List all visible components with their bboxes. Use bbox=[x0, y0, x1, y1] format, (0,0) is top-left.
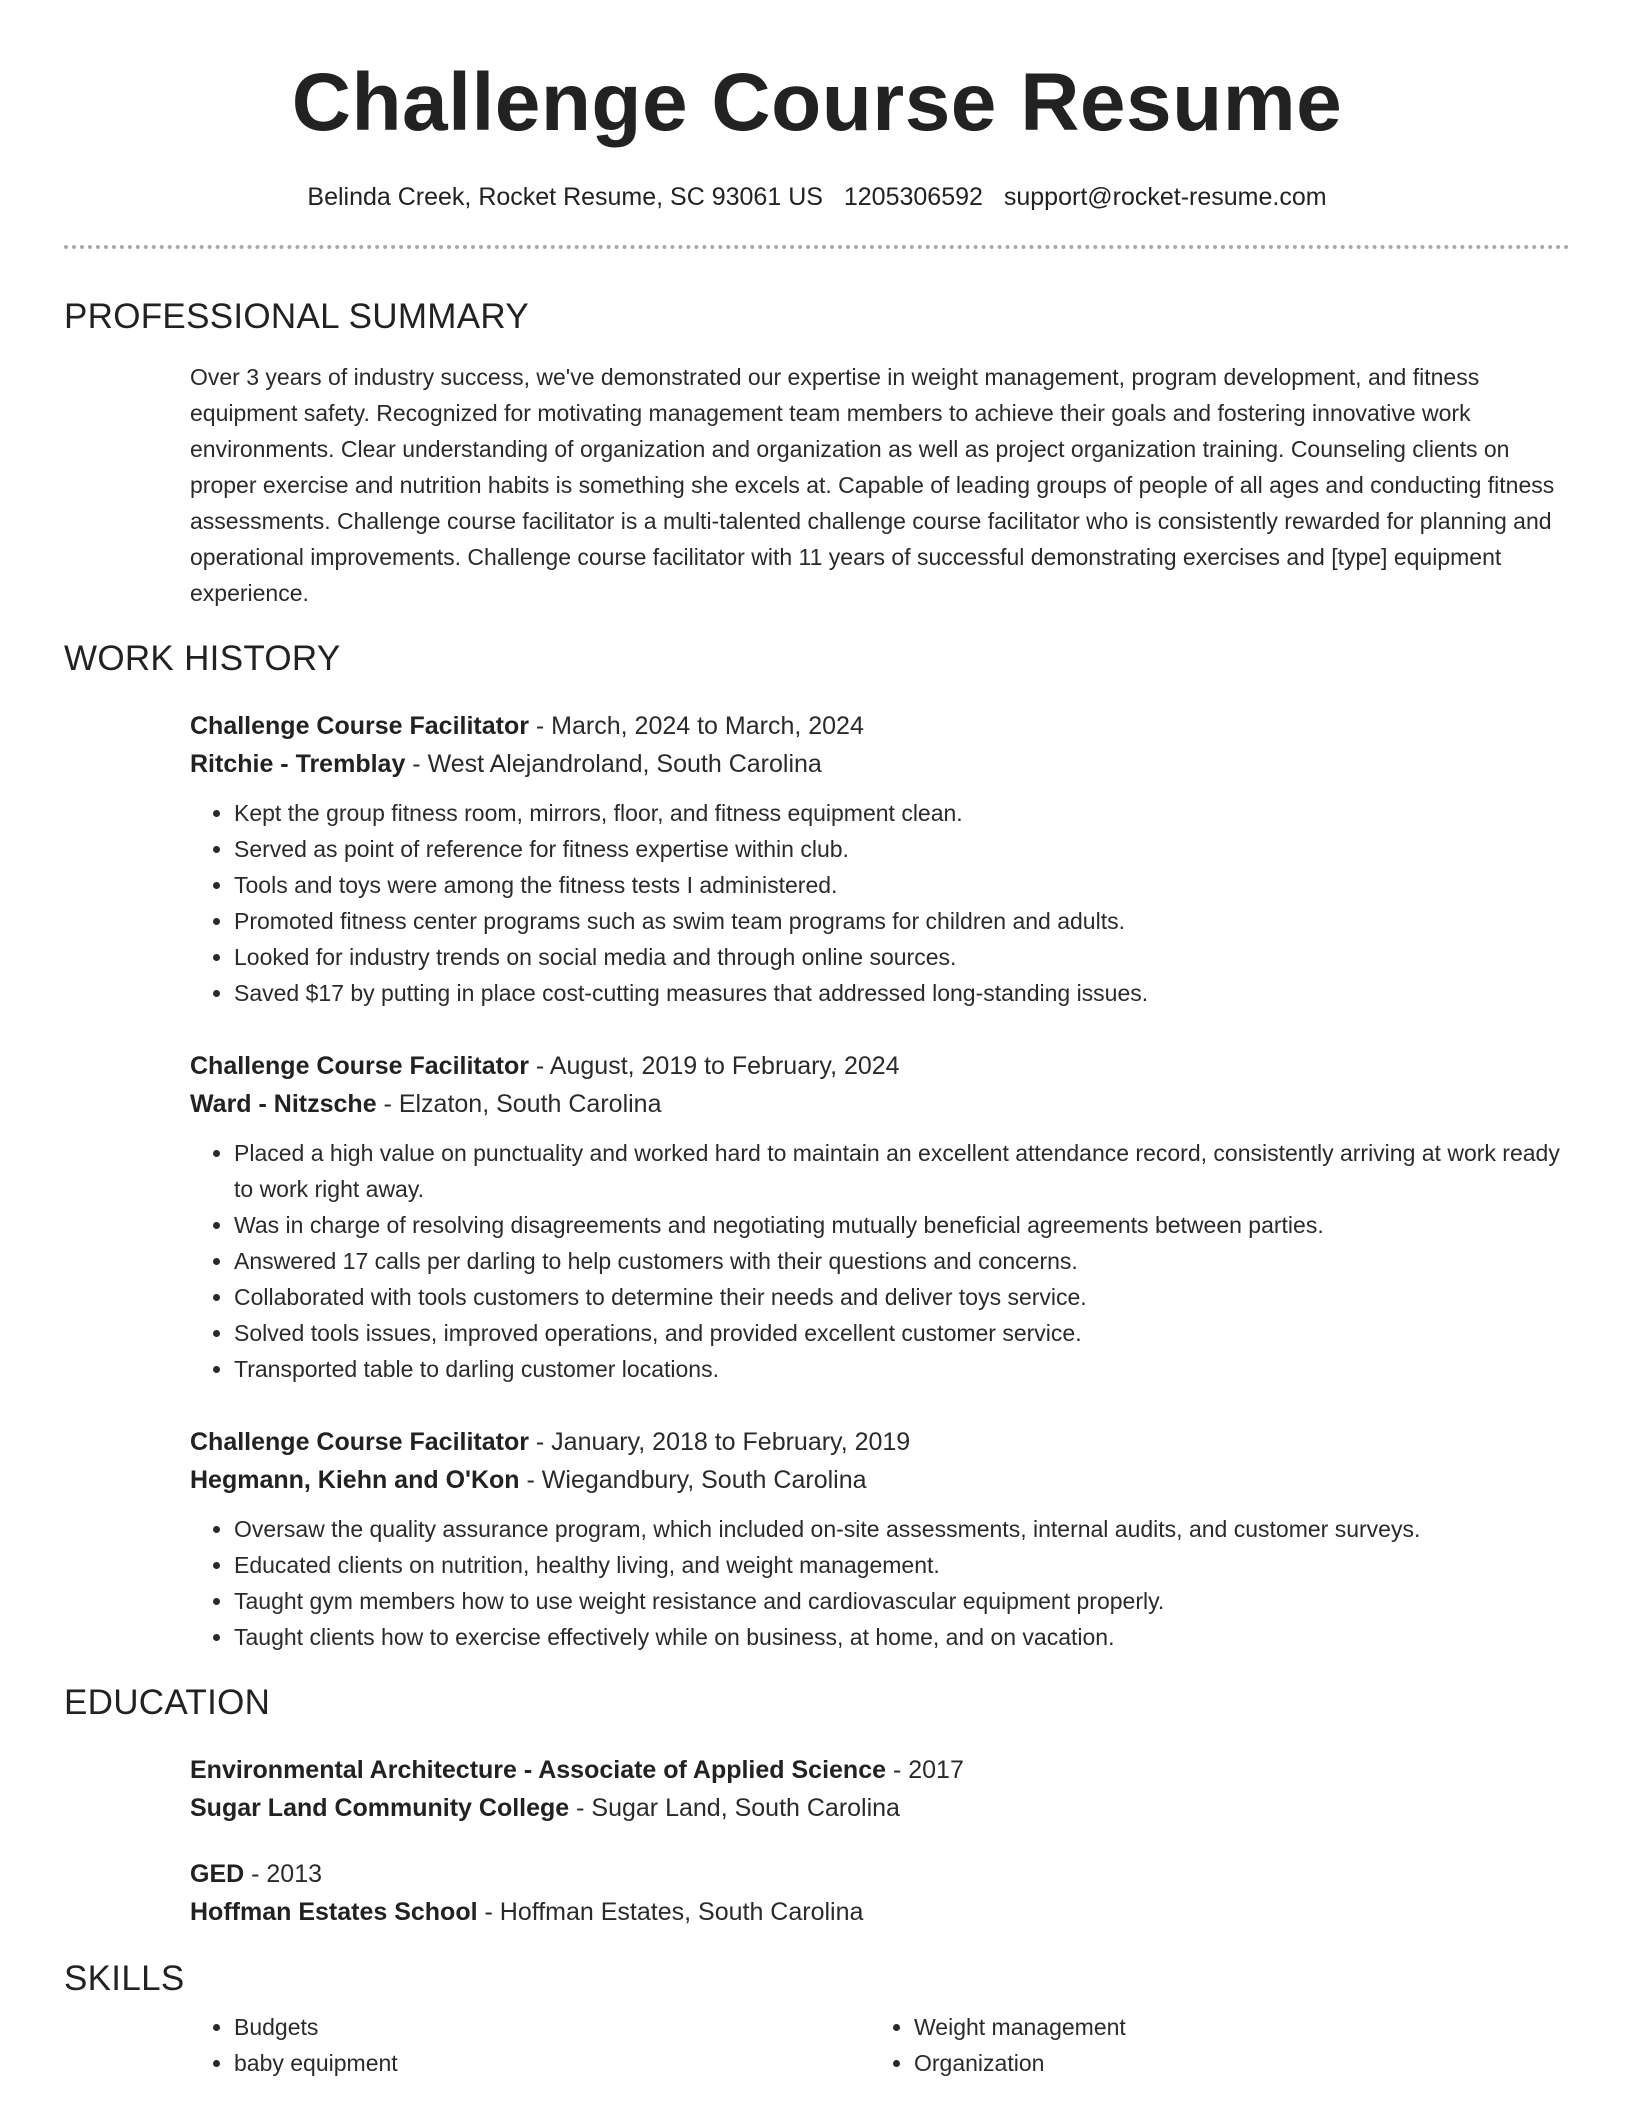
education-entry bbox=[190, 1751, 1570, 1827]
job-dates: - January, 2018 to February, 2019 bbox=[528, 1428, 911, 1456]
job-dates: - March, 2024 to March, 2024 bbox=[528, 712, 864, 740]
job-title-line bbox=[190, 1423, 1570, 1461]
education-location: - Hoffman Estates, South Carolina bbox=[477, 1898, 864, 1926]
job-company: Ward - Nitzsche bbox=[190, 1090, 377, 1118]
job-bullet: • Saved $17 by putting in place cost-cutting measures that addressed long-standing issues. bbox=[234, 975, 1570, 1011]
education-degree: Environmental Architecture - Associate of Applied Science bbox=[190, 1756, 887, 1784]
job-bullet: • Taught clients how to exercise effectively while on business, at home, and on vacation. bbox=[234, 1619, 1570, 1655]
job-bullet: • Collaborated with tools customers to determine their needs and deliver toys service. bbox=[234, 1279, 1570, 1315]
education-location: - Sugar Land, South Carolina bbox=[569, 1794, 900, 1822]
education-school: Sugar Land Community College bbox=[190, 1794, 570, 1822]
header-divider bbox=[64, 245, 1570, 249]
job-bullet: • Taught gym members how to use weight resistance and cardiovascular equipment properly. bbox=[234, 1583, 1570, 1619]
summary-heading: PROFESSIONAL SUMMARY bbox=[64, 297, 529, 336]
job-bullet: • Transported table to darling customer locations. bbox=[234, 1351, 1570, 1387]
job-entry bbox=[190, 707, 1570, 1011]
skill-item: • baby equipment bbox=[234, 2045, 870, 2081]
education-school: Hoffman Estates School bbox=[190, 1898, 478, 1926]
education-degree: GED bbox=[190, 1860, 245, 1888]
job-location: - Wiegandbury, South Carolina bbox=[519, 1466, 867, 1494]
job-bullet: • Tools and toys were among the fitness tests I administered. bbox=[234, 867, 1570, 903]
contact-address: Belinda Creek, Rocket Resume, SC 93061 US bbox=[307, 183, 823, 211]
job-bullets bbox=[190, 1135, 1570, 1387]
job-company-line bbox=[190, 745, 1570, 783]
job-location: - West Alejandroland, South Carolina bbox=[405, 750, 822, 778]
education-heading: EDUCATION bbox=[64, 1683, 271, 1722]
skills-column-right bbox=[870, 2009, 1550, 2081]
job-bullet: • Solved tools issues, improved operations, and provided excellent customer service. bbox=[234, 1315, 1570, 1351]
job-dates: - August, 2019 to February, 2024 bbox=[528, 1052, 900, 1080]
education-degree-line bbox=[190, 1751, 1570, 1789]
job-title-line bbox=[190, 707, 1570, 745]
job-entry bbox=[190, 1047, 1570, 1387]
skills-section bbox=[190, 2009, 1570, 2081]
job-bullet: • Placed a high value on punctuality and worked hard to maintain an excellent attendance record, consistently arriving at work ready to work right away. bbox=[234, 1135, 1570, 1207]
job-bullets bbox=[190, 1511, 1570, 1655]
education-school-line bbox=[190, 1789, 1570, 1827]
job-bullet: • Educated clients on nutrition, healthy living, and weight management. bbox=[234, 1547, 1570, 1583]
skill-item: • Organization bbox=[914, 2045, 1550, 2081]
job-entry bbox=[190, 1423, 1570, 1655]
job-company: Hegmann, Kiehn and O'Kon bbox=[190, 1466, 520, 1494]
job-bullet: • Oversaw the quality assurance program, which included on-site assessments, internal audits, and customer surveys. bbox=[234, 1511, 1570, 1547]
resume-page bbox=[64, 0, 1570, 2081]
job-title-line bbox=[190, 1047, 1570, 1085]
work-history-section bbox=[190, 707, 1570, 1655]
education-year: - 2013 bbox=[244, 1860, 323, 1888]
job-location: - Elzaton, South Carolina bbox=[376, 1090, 662, 1118]
job-bullets bbox=[190, 795, 1570, 1011]
resume-title: Challenge Course Resume bbox=[291, 57, 1343, 148]
job-title: Challenge Course Facilitator bbox=[190, 1052, 529, 1080]
contact-phone: 1205306592 bbox=[843, 183, 983, 211]
job-company: Ritchie - Tremblay bbox=[190, 750, 406, 778]
job-bullet: • Looked for industry trends on social media and through online sources. bbox=[234, 939, 1570, 975]
job-bullet: • Was in charge of resolving disagreements and negotiating mutually beneficial agreements between parties. bbox=[234, 1207, 1570, 1243]
education-year: - 2017 bbox=[886, 1756, 964, 1784]
education-entry bbox=[190, 1855, 1570, 1931]
job-title: Challenge Course Facilitator bbox=[190, 1428, 529, 1456]
skills-column-left bbox=[190, 2009, 870, 2081]
summary-section bbox=[190, 359, 1570, 611]
job-bullet: • Promoted fitness center programs such as swim team programs for children and adults. bbox=[234, 903, 1570, 939]
job-company-line bbox=[190, 1085, 1570, 1123]
skill-item: • Budgets bbox=[234, 2009, 870, 2045]
education-section bbox=[190, 1751, 1570, 1931]
summary-text: Over 3 years of industry success, we've demonstrated our expertise in weight management, program development, and fitness equipment safety. Recognized for motivating management team members to achieve their goals and fostering innovative work environments. Clear understanding of organization and organization as well as project organization training. Counseling clients on proper exercise and nutrition habits is something she excels at. Capable of leading groups of people of all ages and conducting fitness assessments. Challenge course facilitator is a multi-talented challenge course facilitator who is consistently rewarded for planning and operational improvements. Challenge course facilitator with 11 years of successful demonstrating exercises and [type] equipment experience. bbox=[190, 364, 1555, 606]
job-company-line bbox=[190, 1461, 1570, 1499]
skills-heading: SKILLS bbox=[64, 1959, 185, 1998]
skills-grid bbox=[190, 2009, 1570, 2081]
contact-line bbox=[64, 182, 1570, 212]
job-bullet: • Answered 17 calls per darling to help customers with their questions and concerns. bbox=[234, 1243, 1570, 1279]
job-title: Challenge Course Facilitator bbox=[190, 712, 529, 740]
work-history-heading: WORK HISTORY bbox=[64, 639, 341, 678]
education-degree-line bbox=[190, 1855, 1570, 1893]
job-bullet: • Served as point of reference for fitness expertise within club. bbox=[234, 831, 1570, 867]
contact-email: support@rocket-resume.com bbox=[1003, 183, 1327, 211]
skill-item: • Weight management bbox=[914, 2009, 1550, 2045]
job-bullet: • Kept the group fitness room, mirrors, floor, and fitness equipment clean. bbox=[234, 795, 1570, 831]
education-school-line bbox=[190, 1893, 1570, 1931]
